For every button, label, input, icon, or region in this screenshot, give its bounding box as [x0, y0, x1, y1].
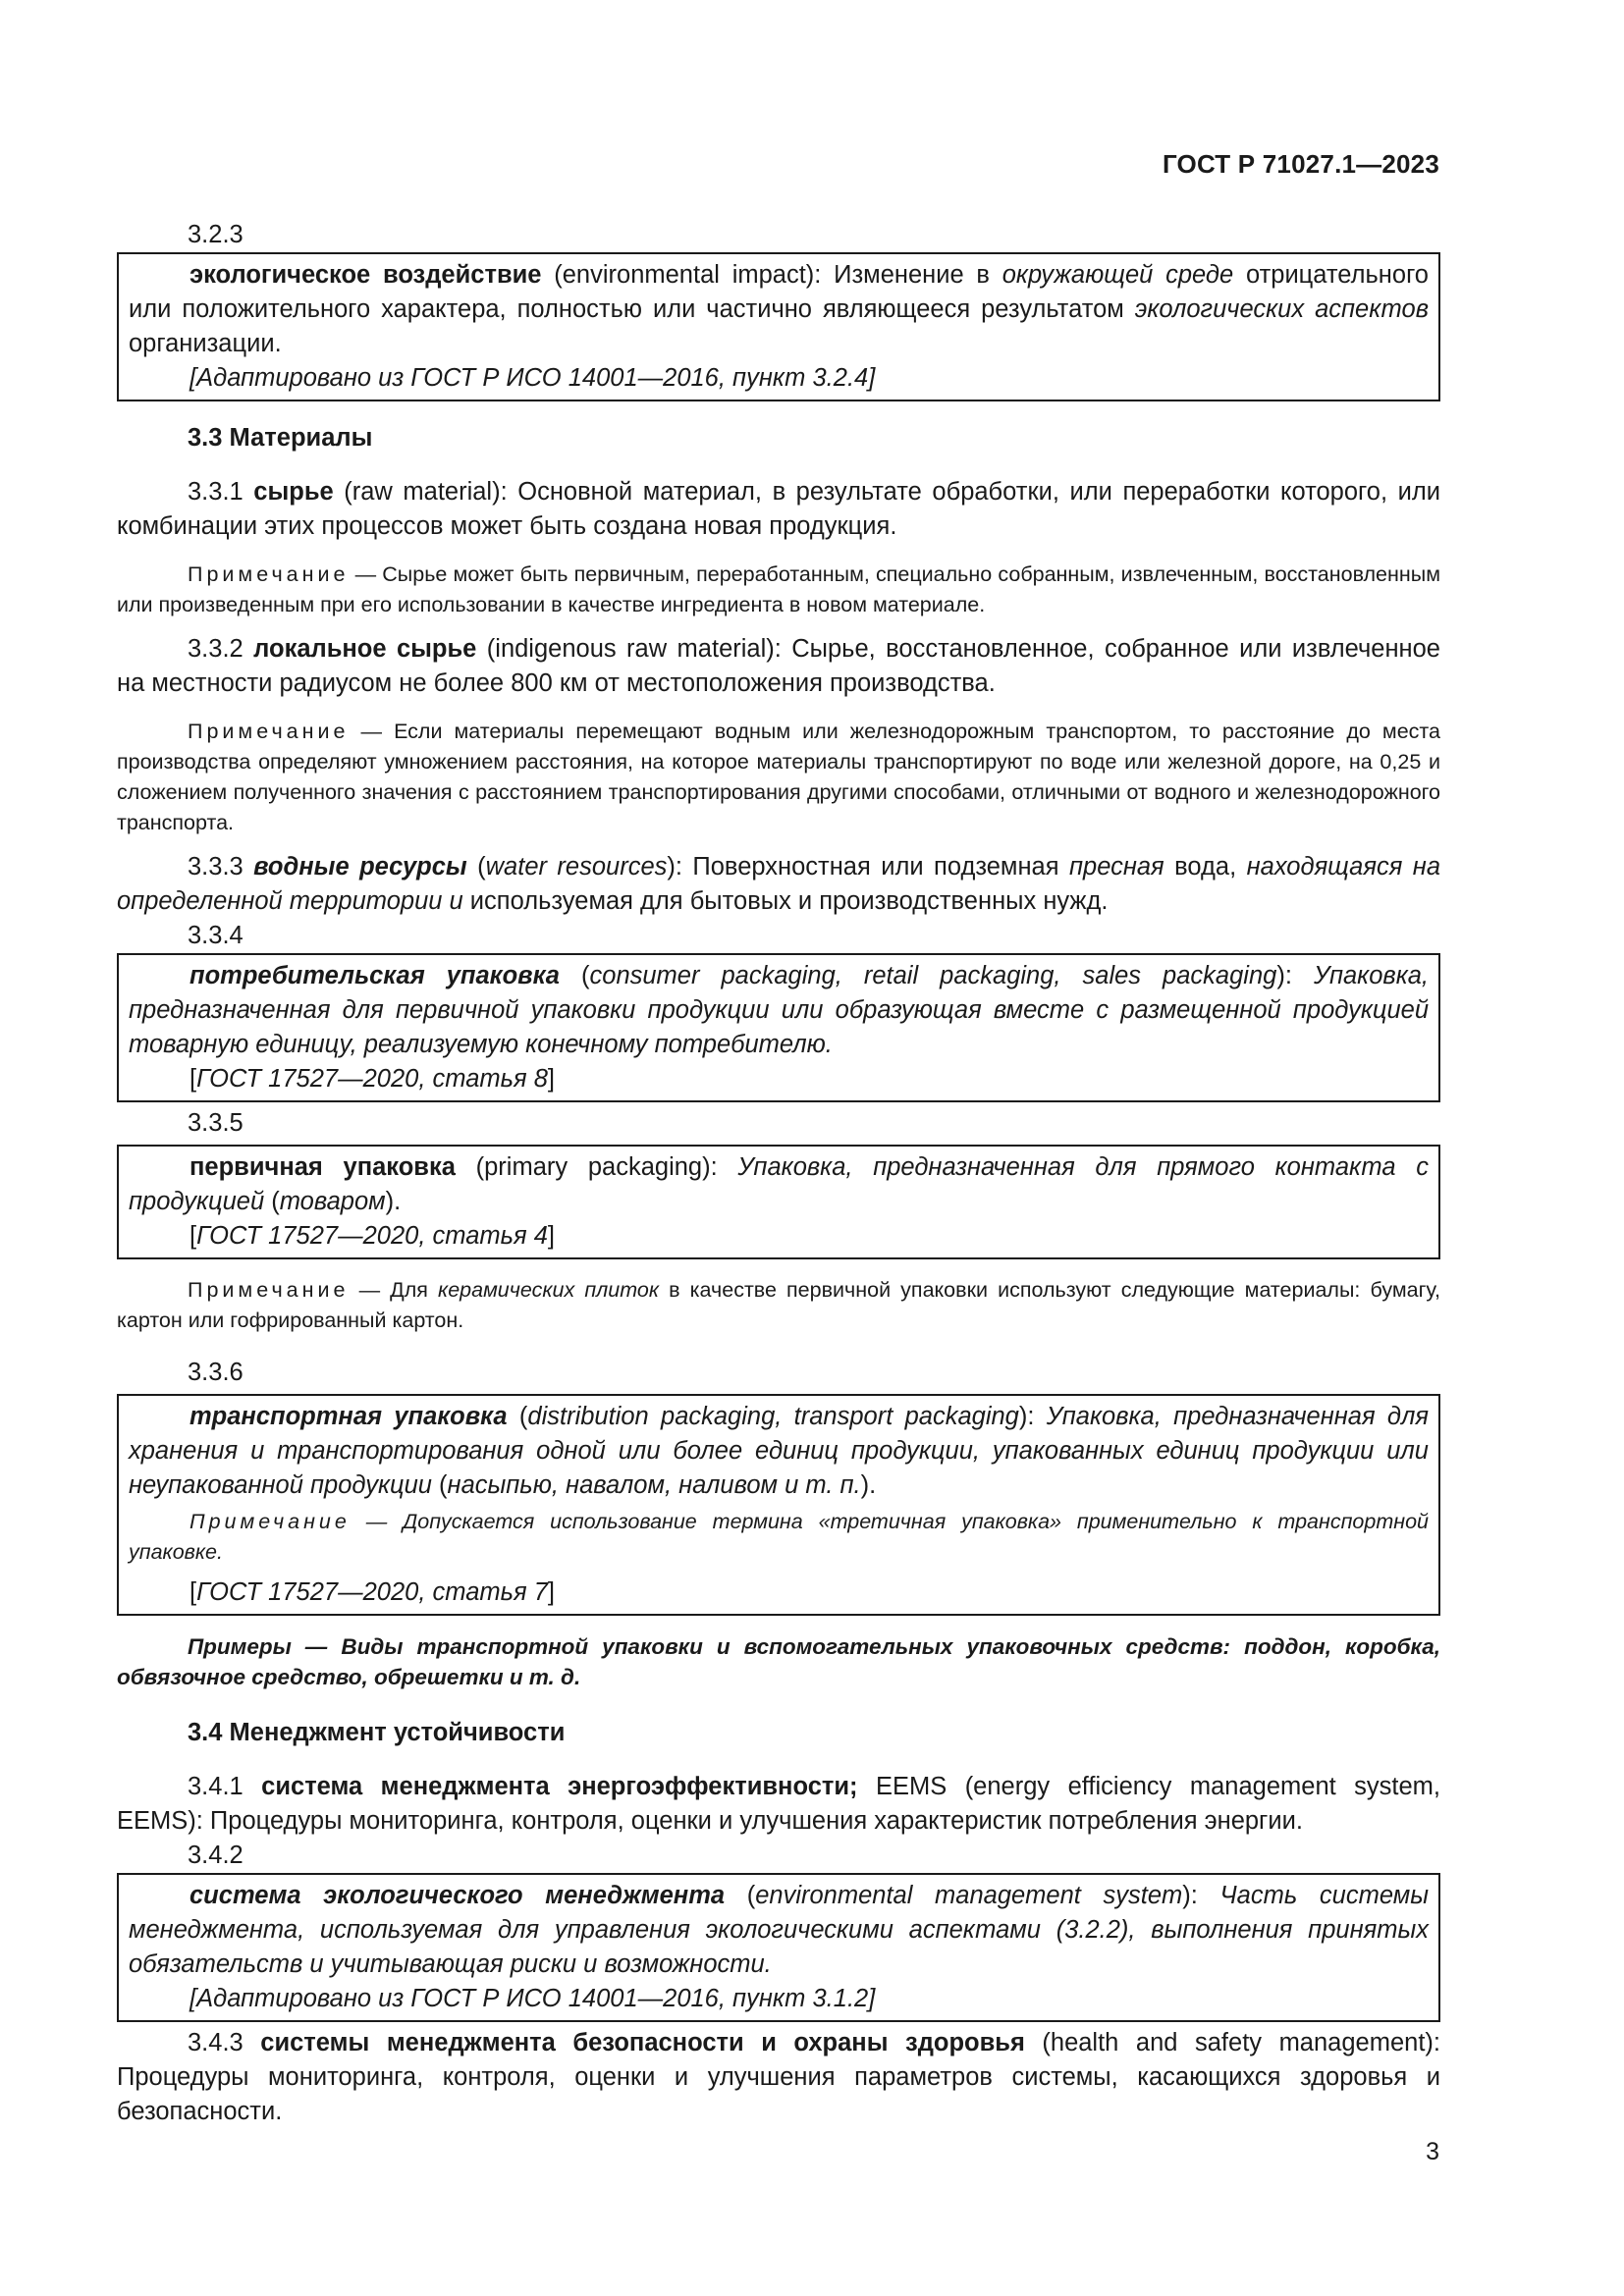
term-number: 3.3.6 [188, 1359, 244, 1386]
term-number: 3.2.3 [188, 221, 244, 248]
page-number: 3 [1426, 2138, 1439, 2165]
term-3-4-3: 3.4.3 системы менеджмента безопасности и охраны здоровья (health and safety management): Процедуры мониторинга, контроля, оценки и улучшения параметров системы, касающихся здоровья и безопасности. [117, 2029, 1440, 2125]
term-definition: потребительская упаковка (consumer packaging, retail packaging, sales packaging): Упаковка, предназначенная для первичной упаковки продукции или образующая вместе с размещенной продукцией товарную единицу, реализуемую конечному потребителю. [129, 962, 1430, 1058]
term-definition: первичная упаковка (primary packaging): Упаковка, предназначенная для прямого контакта с продукцией (товаром). [129, 1153, 1429, 1215]
term-3-4-1: 3.4.1 система менеджмента энергоэффективности; EEMS (energy efficiency management system, EEMS): Процедуры мониторинга, контроля, оценки и улучшения характеристик потребления энергии. [117, 1773, 1440, 1835]
term-box-3-3-4 [117, 953, 1440, 1102]
term-box-3-3-5 [117, 1145, 1440, 1259]
term-number: 3.3.5 [188, 1109, 244, 1137]
term-definition: транспортная упаковка (distribution packaging, transport packaging): Упаковка, предназначенная для хранения и транспортирования одной или более единиц продукции, упакованных единиц продукции или неупакованной продукции (насыпью, навалом, наливом и т. п.). [129, 1403, 1429, 1499]
term-definition: система экологического менеджмента (environmental management system): Часть системы менеджмента, используемая для управления экологическими аспектами (3.2.2), выполнения принятых обязательств и учитывающая риски и возможности. [129, 1882, 1429, 1978]
term-source: [ГОСТ 17527—2020, статья 4] [189, 1222, 556, 1250]
document-body [117, 218, 1440, 2129]
term-3-3-3: 3.3.3 водные ресурсы (water resources): Поверхностная или подземная пресная вода, находящаяся на определенной территории и используемая для бытовых и производственных нужд. [117, 853, 1441, 915]
note-3-3-1: Примечание — Сырье может быть первичным, переработанным, специально собранным, извлеченным, восстановленным или произведенным при его использовании в качестве ингредиента в новом материале. [117, 562, 1440, 616]
term-box-3-4-2 [117, 1873, 1440, 2022]
document-header: ГОСТ Р 71027.1—2023 [1162, 149, 1439, 179]
note-3-3-5: Примечание — Для керамических плиток в качестве первичной упаковки используют следующие материалы: бумагу, картон или гофрированный картон. [117, 1278, 1441, 1332]
term-source: [Адаптировано из ГОСТ Р ИСО 14001—2016, пункт 3.2.4] [189, 364, 876, 392]
term-box-3-2-3 [117, 252, 1440, 401]
term-definition: экологическое воздействие (environmental impact): Изменение в окружающей среде отрицательного или положительного характера, полностью или частично являющееся результатом экологических аспектов организации. [129, 261, 1429, 357]
section-title-3-3: 3.3 Материалы [188, 424, 373, 452]
term-source: [ГОСТ 17527—2020, статья 8] [189, 1065, 556, 1093]
term-source: [ГОСТ 17527—2020, статья 7] [189, 1578, 556, 1606]
note-3-3-2: Примечание — Если материалы перемещают водным или железнодорожным транспортом, то расстояние до места производства определяют умножением расстояния, на которое материалы транспортируют по воде или железной дороге, на 0,25 и сложением полученного значения с расстоянием транспортирования другими способами, отличными от водного и железнодорожного транспорта. [117, 720, 1440, 834]
term-number: 3.4.2 [188, 1842, 244, 1869]
section-title-3-4: 3.4 Менеджмент устойчивости [188, 1719, 566, 1746]
term-3-3-2: 3.3.2 локальное сырье (indigenous raw material): Сырье, восстановленное, собранное или извлеченное на местности радиусом не более 800 км от местоположения производства. [117, 635, 1440, 697]
term-3-3-1: 3.3.1 сырье (raw material): Основной материал, в результате обработки, или переработки которого, или комбинации этих процессов может быть создана новая продукция. [117, 478, 1440, 540]
term-number: 3.3.4 [188, 922, 244, 949]
term-box-3-3-6 [117, 1394, 1440, 1616]
term-note: Примечание — Допускается использование термина «третичная упаковка» применительно к транспортной упаковке. [129, 1510, 1429, 1564]
examples-note: Примеры — Виды транспортной упаковки и вспомогательных упаковочных средств: поддон, коробка, обвязочное средство, обрешетки и т. д. [117, 1634, 1440, 1689]
term-source: [Адаптировано из ГОСТ Р ИСО 14001—2016, пункт 3.1.2] [189, 1985, 876, 2012]
